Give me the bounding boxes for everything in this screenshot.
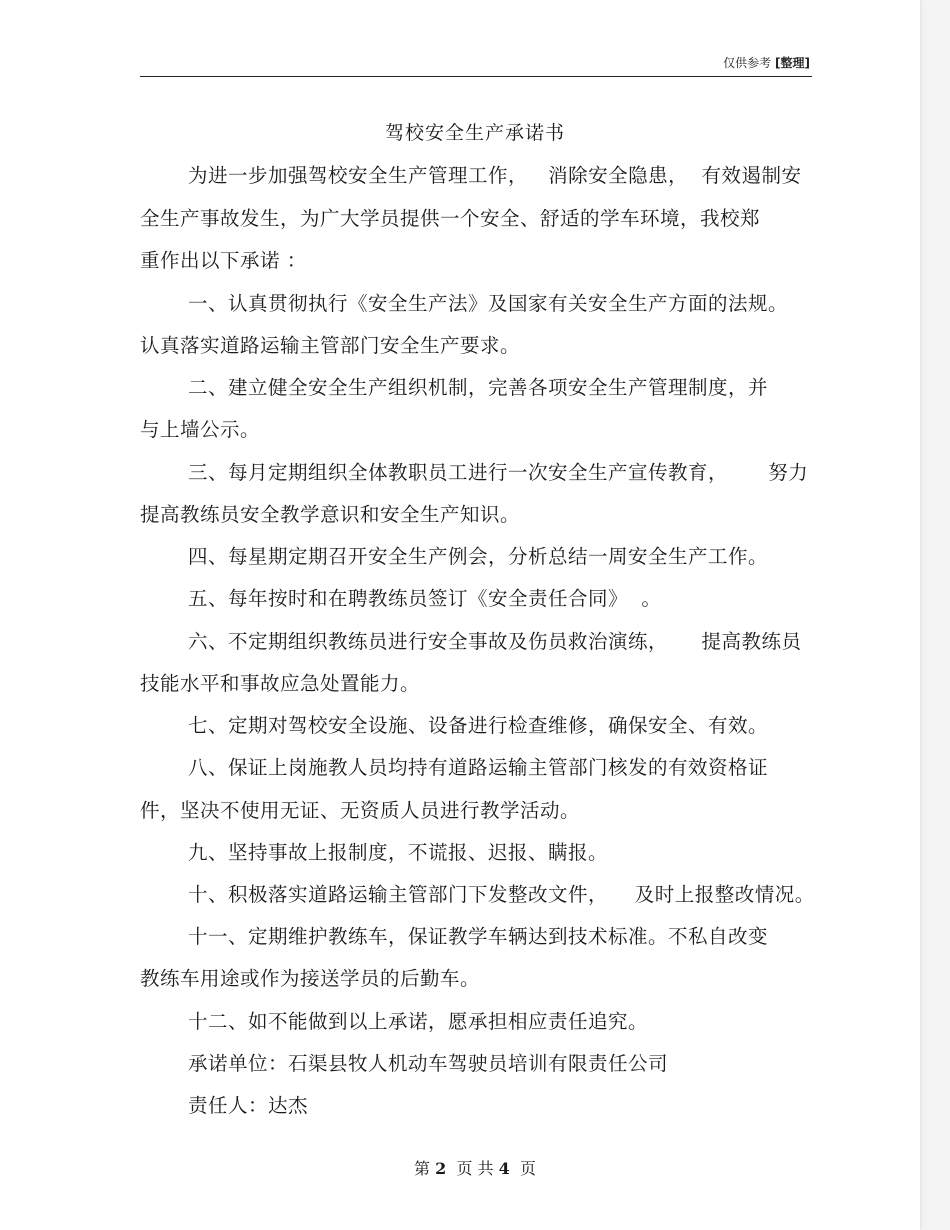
body-line: 四、每星期定期召开安全生产例会，分析总结一周安全生产工作。 xyxy=(188,545,769,568)
footer-suffix: 页 xyxy=(519,1159,536,1178)
body-line: 为进一步加强驾校安全生产管理工作， 消除安全隐患， 有效遏制安 xyxy=(188,164,802,187)
body-line: 五、每年按时和在聘教练员签订《安全责任合同》 。 xyxy=(188,587,662,610)
body-line: 九、坚持事故上报制度，不谎报、迟报、瞒报。 xyxy=(188,841,609,864)
body-line: 认真落实道路运输主管部门安全生产要求。 xyxy=(140,334,521,357)
header-bracket-label: [整理] xyxy=(775,56,810,70)
responsible-person: 责任人：达杰 xyxy=(188,1094,309,1117)
current-page-number: 2 xyxy=(435,1159,447,1178)
footer-middle: 页 共 xyxy=(456,1159,494,1178)
body-line: 提高教练员安全教学意识和安全生产知识。 xyxy=(140,503,521,526)
header-note-text: 仅供参考 xyxy=(723,56,772,70)
body-line: 一、认真贯彻执行《安全生产法》及国家有关安全生产方面的法规。 xyxy=(188,292,789,315)
body-line: 二、建立健全安全生产组织机制，完善各项安全生产管理制度，并 xyxy=(188,376,769,399)
body-line: 十、积极落实道路运输主管部门下发整改文件， 及时上报整改情况。 xyxy=(188,883,815,906)
header-note xyxy=(723,54,810,71)
body-line: 十一、定期维护教练车，保证教学车辆达到技术标准。不私自改变 xyxy=(188,925,769,948)
body-line: 件，坚决不使用无证、无资质人员进行教学活动。 xyxy=(140,799,581,822)
signatory-unit: 承诺单位：石渠县牧人机动车驾驶员培训有限责任公司 xyxy=(188,1052,669,1075)
body-line: 六、不定期组织教练员进行安全事故及伤员救治演练， 提高教练员 xyxy=(188,630,802,653)
body-line: 十二、如不能做到以上承诺，愿承担相应责任追究。 xyxy=(188,1010,649,1033)
body-line: 重作出以下承诺 ： xyxy=(140,249,307,272)
body-line: 与上墙公示。 xyxy=(140,418,261,441)
footer-prefix: 第 xyxy=(414,1159,431,1178)
body-line: 全生产事故发生，为广大学员提供一个安全、舒适的学车环境，我校郑 xyxy=(140,207,761,230)
body-line: 技能水平和事故应急处置能力。 xyxy=(140,672,421,695)
header-divider xyxy=(140,76,812,77)
document-title: 驾校安全生产承诺书 xyxy=(384,122,565,144)
body-line: 三、每月定期组织全体教职员工进行一次安全生产宣传教育， 努力 xyxy=(188,461,809,484)
total-page-count: 4 xyxy=(498,1159,510,1178)
body-line: 八、保证上岗施教人员均持有道路运输主管部门核发的有效资格证 xyxy=(188,756,769,779)
page-footer xyxy=(0,1156,950,1179)
body-line: 教练车用途或作为接送学员的后勤车。 xyxy=(140,967,481,990)
body-line: 七、定期对驾校安全设施、设备进行检查维修，确保安全、有效。 xyxy=(188,714,769,737)
